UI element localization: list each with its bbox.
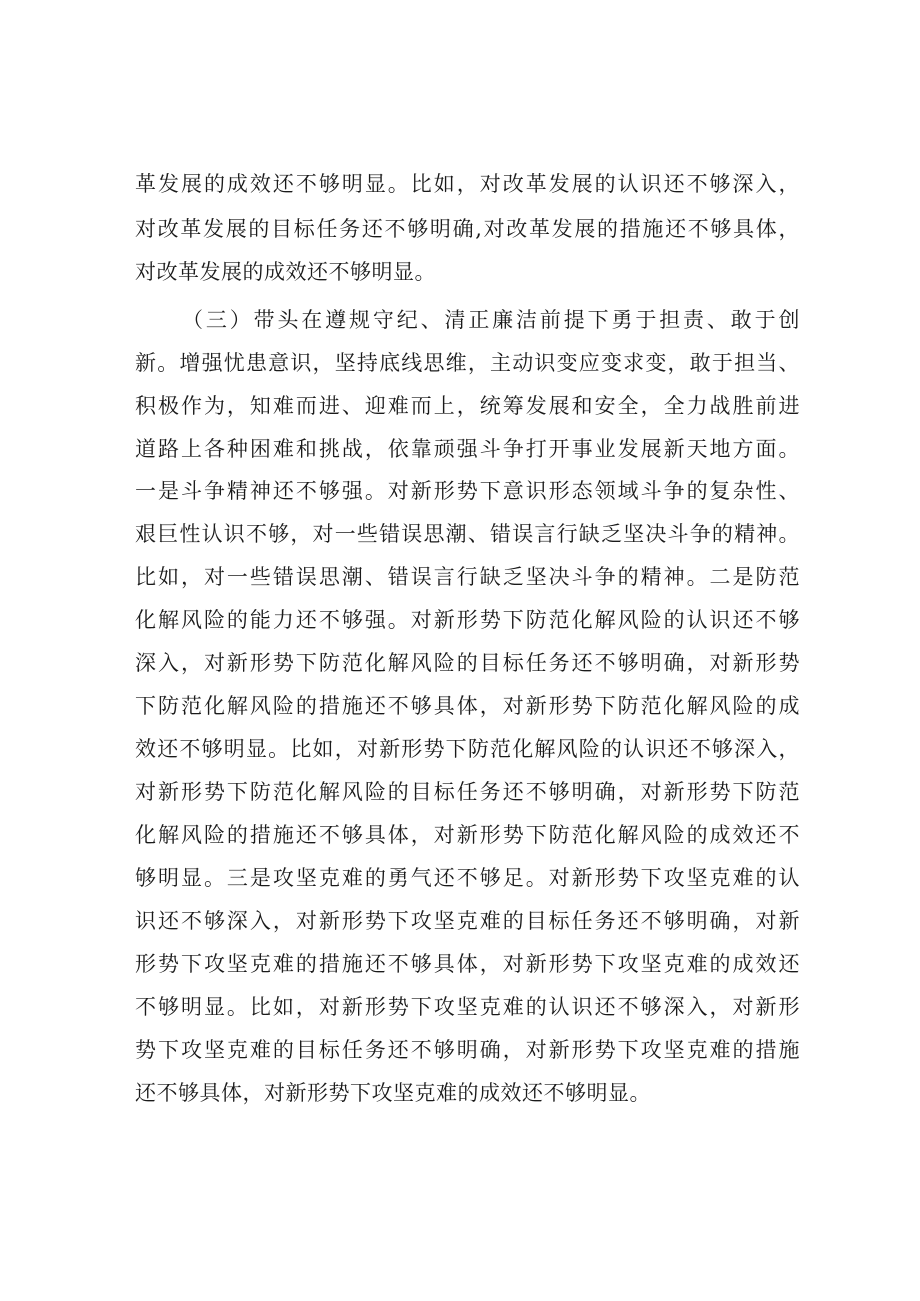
text-line: 势下攻坚克难的目标任务还不够明确，对新形势下攻坚克难的措施 [135,1038,800,1062]
text-line: 对改革发展的成效还不够明显。 [135,260,436,284]
text-line: 深入，对新形势下防范化解风险的目标任务还不够明确，对新形势 [135,651,800,675]
text-line: 还不够具体，对新形势下攻坚克难的成效还不够明显。 [135,1081,651,1105]
text-line: 艰巨性认识不够，对一些错误思潮、错误言行缺乏坚决斗争的精神。 [135,522,800,546]
text-line: 够明显。三是攻坚克难的勇气还不够足。对新形势下攻坚克难的认 [135,866,800,890]
text-line: 对改革发展的目标任务还不够明确,对改革发展的措施还不够具体， [135,217,800,241]
text-line: 对新形势下防范化解风险的目标任务还不够明确，对新形势下防范 [135,780,800,804]
text-line: 化解风险的措施还不够具体，对新形势下防范化解风险的成效还不 [135,823,800,847]
text-line: 下防范化解风险的措施还不够具体，对新形势下防范化解风险的成 [135,694,800,718]
text-line: 新。增强忧患意识，坚持底线思维，主动识变应变求变，敢于担当、 [135,351,800,375]
text-line: 一是斗争精神还不够强。对新形势下意识形态领域斗争的复杂性、 [135,479,800,503]
text-line: 效还不够明显。比如，对新形势下防范化解风险的认识还不够深入， [135,737,800,761]
text-line: 道路上各种困难和挑战，依靠顽强斗争打开事业发展新天地方面。 [135,437,800,461]
text-line: 革发展的成效还不够明显。比如，对改革发展的认识还不够深入， [135,172,800,196]
text-line: 识还不够深入，对新形势下攻坚克难的目标任务还不够明确，对新 [135,909,800,933]
text-line: 化解风险的能力还不够强。对新形势下防范化解风险的认识还不够 [135,608,800,632]
text-line: 形势下攻坚克难的措施还不够具体，对新形势下攻坚克难的成效还 [135,952,800,976]
text-line: 积极作为，知难而进、迎难而上，统筹发展和安全，全力战胜前进 [135,394,800,418]
text-line: 不够明显。比如，对新形势下攻坚克难的认识还不够深入，对新形 [135,995,800,1019]
text-line: 比如，对一些错误思潮、错误言行缺乏坚决斗争的精神。二是防范 [135,565,800,589]
text-line: （三）带头在遵规守纪、清正廉洁前提下勇于担责、敢于创 [182,308,800,332]
